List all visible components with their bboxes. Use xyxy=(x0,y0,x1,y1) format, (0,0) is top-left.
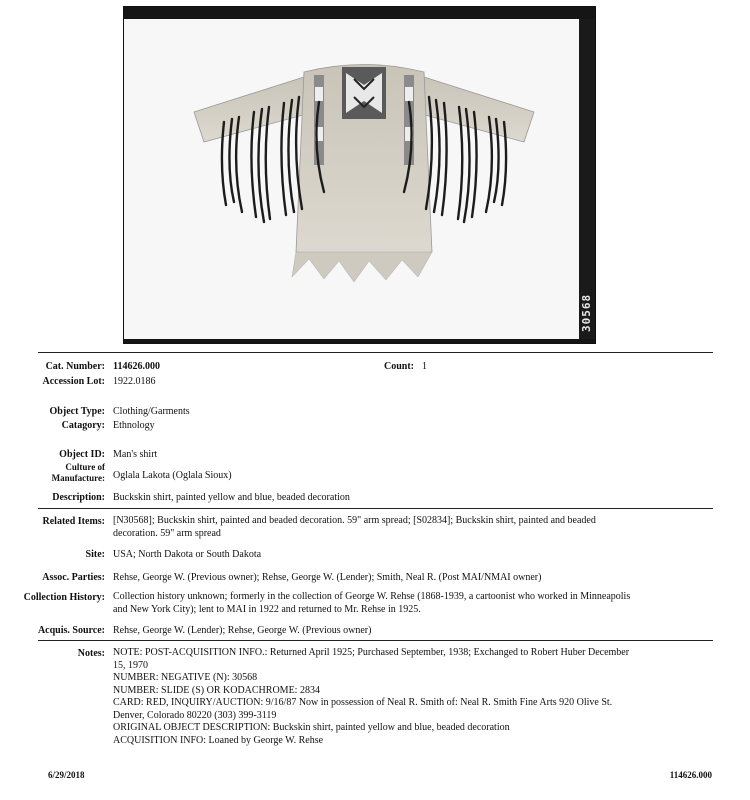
collection-history-label: Collection History: xyxy=(23,592,105,603)
film-border-top xyxy=(124,7,595,19)
object-id-label: Object ID: xyxy=(59,449,105,460)
culture-value: Oglala Lakota (Oglala Sioux) xyxy=(113,470,232,481)
note-line: NUMBER: SLIDE (S) OR KODACHROME: 2834 xyxy=(113,684,320,696)
film-border-bottom xyxy=(124,339,595,343)
film-edge-strip xyxy=(579,19,595,339)
object-id-value: Man's shirt xyxy=(113,449,158,460)
note-line: CARD: RED, INQUIRY/AUCTION: 9/16/87 Now in possession of Neal R. Smith of: Neal R. Smith Fine Arts 920 Olive St. Denver, Colorado 80220 (303) 399-3119 xyxy=(113,697,613,721)
acquis-source-label: Acquis. Source: xyxy=(37,625,105,636)
culture-label-line-2: Manufacture: xyxy=(51,473,105,483)
cat-number-value: 114626.000 xyxy=(113,361,160,372)
footer-date: 6/29/2018 xyxy=(48,770,85,780)
accession-lot-value: 1922.0186 xyxy=(113,376,156,387)
culture-of-manufacture-label xyxy=(52,462,105,484)
note-line: NOTE: POST-ACQUISITION INFO.: Returned April 1925; Purchased September, 1938; Exchanged to Robert Huber December 15, 1970 xyxy=(113,647,630,671)
object-photograph xyxy=(123,6,596,344)
buckskin-shirt-illustration xyxy=(164,27,564,287)
object-type-label: Object Type: xyxy=(49,406,105,417)
notes-block xyxy=(113,647,643,747)
collection-history-value: Collection history unknown; formerly in the collection of George W. Rehse (1868-1939, a cartoonist who worked in Minneapolis and New York City); lent to MAI in 1922 and returned to Mr. Rehse in 1925. xyxy=(113,591,631,615)
film-negative-number: 30568 xyxy=(580,293,593,333)
divider-related xyxy=(38,508,713,509)
related-items-value: [N30568]; Buckskin shirt, painted and beaded decoration. 59" arm spread; [S02834]; Buckskin shirt, painted and beaded decoration. 59" arm spread xyxy=(113,515,596,539)
divider-top xyxy=(38,352,713,353)
note-line: ORIGINAL OBJECT DESCRIPTION: Buckskin shirt, painted yellow and blue, beaded decoration xyxy=(113,722,510,733)
object-type-value: Clothing/Garments xyxy=(113,406,190,417)
related-items-label: Related Items: xyxy=(42,516,105,527)
catagory-value: Ethnology xyxy=(113,420,155,431)
description-value: Buckskin shirt, painted yellow and blue, beaded decoration xyxy=(113,492,350,503)
description-label: Description: xyxy=(52,492,105,503)
cat-number-label: Cat. Number: xyxy=(45,361,105,372)
notes-label: Notes: xyxy=(77,648,105,659)
assoc-parties-label: Assoc. Parties: xyxy=(42,572,105,583)
divider-notes xyxy=(38,640,713,641)
accession-lot-label: Accession Lot: xyxy=(42,376,105,387)
culture-label-line-1: Culture of xyxy=(65,462,105,472)
note-line: NUMBER: NEGATIVE (N): 30568 xyxy=(113,672,258,683)
note-line: ACQUISITION INFO: Loaned by George W. Rehse xyxy=(113,734,324,746)
catagory-label: Catagory: xyxy=(61,420,105,431)
footer-cat-number: 114626.000 xyxy=(669,770,712,780)
count-label: Count: xyxy=(383,361,414,372)
site-value: USA; North Dakota or South Dakota xyxy=(113,549,262,560)
assoc-parties-value: Rehse, George W. (Previous owner); Rehse, George W. (Lender); Smith, Neal R. (Post MAI/NMAI owner) xyxy=(113,572,542,583)
count-value: 1 xyxy=(422,361,427,372)
acquis-source-value: Rehse, George W. (Lender); Rehse, George W. (Previous owner) xyxy=(113,625,372,636)
site-label: Site: xyxy=(85,549,105,560)
